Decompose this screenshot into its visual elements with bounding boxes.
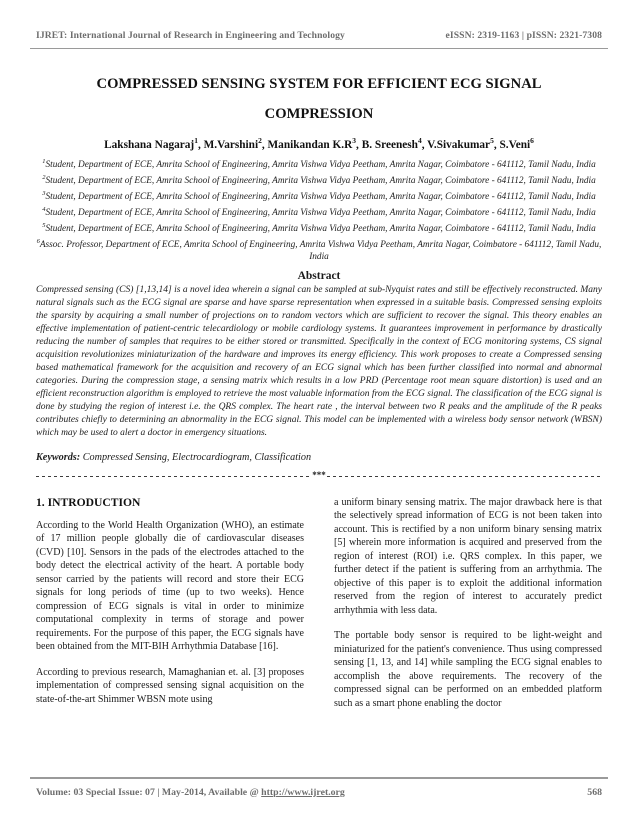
affiliation-line: $^4$Student, Department of ECE, Amrita School of Engineering, Amrita Vishwa Vidya Peetham, Amrita Nagar, Coimbatore - 641112, Tamil Nadu, India bbox=[42, 205, 596, 218]
separator-stars: *** bbox=[312, 469, 326, 480]
affiliation-superscript: 2 bbox=[42, 173, 46, 181]
footer-volume-info: Volume: 03 Special Issue: 07 | May-2014, Available @ http://www.ijret.org bbox=[36, 787, 345, 798]
author-superscript: 3 bbox=[352, 136, 357, 145]
author: M.Varshini$^2$ , bbox=[204, 139, 268, 151]
author-superscript: 1 bbox=[194, 136, 198, 145]
author: V.Sivakumar$^5$ , bbox=[427, 139, 499, 151]
running-header bbox=[36, 30, 602, 41]
left-column bbox=[36, 496, 304, 723]
keywords-text: Compressed Sensing, Electrocardiogram, Classification bbox=[80, 451, 312, 463]
section-separator bbox=[36, 469, 602, 480]
affiliations-block bbox=[36, 156, 602, 264]
author-superscript: 4 bbox=[417, 136, 422, 145]
author: S.Veni$^6$ bbox=[499, 136, 534, 151]
affiliation-line: $^3$Student, Department of ECE, Amrita School of Engineering, Amrita Vishwa Vidya Peetham, Amrita Nagar, Coimbatore - 641112, Tamil Nadu, India bbox=[42, 189, 596, 202]
separator-dashes-right bbox=[327, 476, 602, 477]
header-divider bbox=[30, 48, 608, 49]
page-number: 568 bbox=[587, 787, 602, 798]
right-column bbox=[334, 496, 602, 723]
issn-numbers: eISSN: 2319-1163 | pISSN: 2321-7308 bbox=[445, 30, 602, 41]
author: Manikandan $K.R^3$ , bbox=[268, 139, 362, 151]
body-paragraph: According to the World Health Organization (WHO), an estimate of 17 million people globally die of cardiovascular diseases (CVD) [10]. Sensors in the pads of the electrodes attached to the body detect the electrical activity of the heart. A portable body sensor carried by the patients will record and store their ECG signals for long periods of time (up to two weeks). Hence compression of ECG signals is vital in order to minimize computational complexity in terms of storage and power requirements. For the purpose of this paper, the ECG signals have been obtained from the MIT-BIH Arrhythmia Database [16]. bbox=[36, 519, 304, 653]
author: Lakshana Nagaraj$^1$ , bbox=[104, 139, 203, 151]
running-footer bbox=[36, 787, 602, 798]
affiliation-superscript: 6 bbox=[36, 237, 40, 245]
affiliation-line: $^5$Student, Department of ECE, Amrita School of Engineering, Amrita Vishwa Vidya Peetham, Amrita Nagar, Coimbatore - 641112, Tamil Nadu, India bbox=[42, 221, 596, 234]
abstract-heading: Abstract bbox=[297, 269, 341, 282]
keywords-label: Keywords: bbox=[36, 451, 81, 463]
author-superscript: 5 bbox=[490, 136, 494, 145]
affiliation-line: $^1$Student, Department of ECE, Amrita School of Engineering, Amrita Vishwa Vidya Peetham, Amrita Nagar, Coimbatore - 641112, Tamil Nadu, India bbox=[42, 157, 596, 170]
affiliation-line: $^2$Student, Department of ECE, Amrita School of Engineering, Amrita Vishwa Vidya Peetham, Amrita Nagar, Coimbatore - 641112, Tamil Nadu, India bbox=[42, 173, 596, 186]
authors-line bbox=[36, 136, 602, 151]
affiliation-superscript: 3 bbox=[42, 189, 46, 197]
body-paragraph: The portable body sensor is required to be light-weight and miniaturized for the patient's convenience. Thus using compressed sensing [1, 13, and 14] while sampling the ECG signal enables to accomplish the above requirements. The recovery of the compressed signal can be performed on an embedded platform such as a smart phone enabling the doctor bbox=[334, 630, 602, 709]
affiliation-superscript: 4 bbox=[42, 205, 46, 213]
affiliation-superscript: 1 bbox=[42, 157, 46, 165]
affiliation-line: $^6$Assoc. Professor, Department of ECE, Amrita School of Engineering, Amrita Vishwa Vidya Peetham, Amrita Nagar, Coimbatore - 641112, Tamil Nadu, India bbox=[36, 237, 602, 262]
body-columns bbox=[36, 496, 602, 723]
body-paragraph: According to previous research, Mamaghanian et. al. [3] proposes implementation of compressed sensing signal acquisition on the state-of-the-art Shimmer WBSN mote using bbox=[36, 666, 304, 705]
author-superscript: 6 bbox=[530, 136, 534, 145]
introduction-heading: 1. INTRODUCTION bbox=[36, 495, 141, 509]
paper-title bbox=[36, 69, 602, 129]
footer-divider bbox=[30, 777, 608, 779]
author: B. Sreenesh$^4$ , bbox=[362, 139, 427, 151]
separator-dashes-left bbox=[36, 476, 311, 477]
author-superscript: 2 bbox=[258, 136, 262, 145]
keywords-line bbox=[36, 452, 602, 463]
paper-title-line1: COMPRESSED SENSING SYSTEM FOR EFFICIENT ECG SIGNAL bbox=[96, 76, 542, 92]
body-paragraph: a uniform binary sensing matrix. The major drawback here is that the selectively spread information of ECG is not been taken into account. This is rectified by a non uniform binary sensing matrix [5] wherein more information is acquired and preserved from the region of interest (ROI) i.e. QRS complex. In this paper, we further detect if the patient is suffering from an arrhythmia. The objective of this paper is to exploit the additional information reserved from the region of interest to accurately predict arrhythmia with less data. bbox=[334, 496, 602, 616]
journal-name: IJRET: International Journal of Research in Engineering and Technology bbox=[36, 30, 345, 41]
paper-title-line2: COMPRESSION bbox=[264, 106, 374, 122]
affiliation-superscript: 5 bbox=[42, 221, 46, 229]
journal-url-link[interactable]: http://www.ijret.org bbox=[261, 787, 345, 798]
abstract-text: Compressed sensing (CS) [1,13,14] is a novel idea wherein a signal can be sampled at sub-Nyquist rates and still be effectively reconstructed. Many natural signals such as the ECG signal are sparse and have sparse representation when expressed in a suitable basis. Compressed sensing exploits the sparsity by acquiring a small number of projections on to random vectors which are sufficient to recover the signal. This theory enables an effective implementation of patient-centric telecardiology or mobile cardiology systems. It guarantees improvement in performance by drastically reducing the number of samples that requires to be either stored or transmitted. Specifically in the context of ECG monitoring systems, CS signal acquisition revolutionizes miniaturization of the hardware and improves its energy efficiency. This work proposes to create a Compressed sensing based mathematical framework for the acquisition and recovery of an ECG signal which has been further classified into normal and abnormal categories. During the compression stage, a sensing matrix which results in a low PRD (Percentage root mean square distortion) is used and an efficient reconstruction algorithm is employed to retrieve the most valuable information from the ECG signal. The classification of the ECG signal is done by studying the region of interest i.e. the QRS complex. The heart rate , the interval between two R peaks and the amplitude of the R peaks contributes chiefly to determining an abnormality in the ECG signal. This model can be implemented with a wireless body sensor network (WBSN) which may be used to alert a doctor in emergency situations. bbox=[36, 284, 602, 438]
